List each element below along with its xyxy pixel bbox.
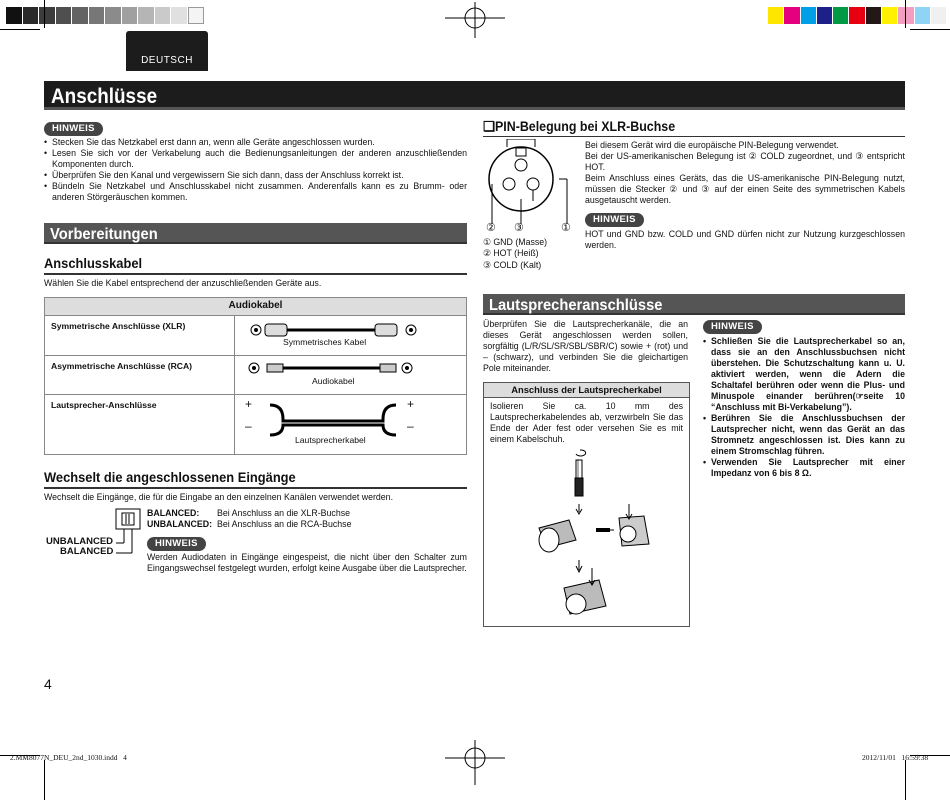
speaker-cable-cell [235, 395, 467, 455]
subsection-wechselt-title: Wechselt die angeschlossenen Eingänge [44, 469, 296, 485]
cable-caption: Symmetrisches Kabel [283, 337, 367, 347]
registration-mark-bottom [445, 740, 505, 785]
pin-legend-item: ② HOT (Heiß) [483, 248, 539, 259]
balanced-value: Bei Anschluss an die XLR-Buchse [217, 508, 351, 518]
intro-note [44, 122, 103, 136]
pin-number: ② [486, 222, 496, 234]
crop-mark [905, 760, 906, 800]
wechselt-text: Wechselt die Eingänge, die für die Eingabe an den einzelnen Kanälen verwendet werden. [44, 492, 394, 502]
cable-row-label: Symmetrische Anschlüsse (XLR) [45, 316, 235, 356]
lautsprecher-notes [703, 336, 905, 479]
color-swatch [817, 7, 833, 24]
color-swatch [898, 7, 914, 24]
unbalanced-key: UNBALANCED: [147, 519, 212, 529]
pin-number: ③ [514, 222, 524, 234]
rca-cable-cell [235, 355, 467, 395]
footer-filename: 2.MM8077N_DEU_2nd_1030.indd 4 [10, 753, 127, 762]
unbalanced-definition [147, 519, 351, 530]
list-item: • Lesen Sie sich vor der Verkabelung auch die Bedienungsanleitungen der anderen anzuschließenden Komponenten durch. [44, 148, 467, 170]
lautsprecher-text: Überprüfen Sie die Lautsprecherkanäle, die an dieses Gerät angeschlossen werden sollen, sorgfältig (L/R/SL/SR/SBL/SBR/C) sowie + (rot) und – (schwarz), und verbinden Sie die gleichartigen Pole miteinander. [483, 319, 688, 373]
cable-table-header: Audiokabel [45, 298, 467, 316]
balanced-key: BALANCED: [147, 508, 200, 518]
pin-section-title [483, 119, 691, 136]
pin-hinweis [585, 213, 644, 227]
color-swatch [768, 7, 784, 24]
color-swatch [866, 7, 882, 24]
gray-calibration-bar [6, 7, 204, 24]
gray-swatch [155, 7, 172, 24]
xlr-pin-diagram [483, 139, 583, 234]
cable-caption: Lautsprecherkabel [295, 435, 366, 446]
list-item: • Bündeln Sie Netzkabel und Anschlusskabel nicht zusammen. Anderenfalls kann es zu Brumm- oder anderen Störgeräuschen kommen. [44, 181, 467, 203]
crop-mark [0, 29, 40, 30]
gray-swatch [138, 7, 155, 24]
section-lautsprecher [483, 294, 905, 315]
plus-sign: + [245, 397, 253, 412]
divider [44, 273, 467, 275]
switch-label-unbalanced: UNBALANCED [46, 536, 114, 547]
color-swatch [833, 7, 849, 24]
pin-legend-item: ① GND (Masse) [483, 237, 548, 247]
cable-table [44, 297, 467, 455]
speaker-terminal-illustration [524, 448, 654, 623]
hinweis-badge: HINWEIS [44, 122, 103, 136]
pin-text: Bei diesem Gerät wird die europäische PIN-Belegung verwendet. Bei der US-amerikanischen Belegung ist ② COLD zugeordnet, und ③ entspricht HOT. Beim Anschluss eines Geräts, das die US-amerikanische PIN-Belegung nutzt, müssen die Stecker ② und ③ auf der einen Seite des symmetrischen Kabels ausgetauscht werden. [585, 140, 905, 205]
gray-swatch [23, 7, 40, 24]
section-title: Lautsprecheranschlüsse [489, 297, 663, 314]
registration-mark-top [445, 2, 505, 38]
hinweis-badge: HINWEIS [585, 213, 644, 227]
subsection-anschlusskabel-title: Anschlusskabel [44, 255, 143, 271]
gray-swatch [89, 7, 106, 24]
list-item: • Schließen Sie die Lautsprecherkabel so an, dass sie an den Anschlussbuchsen nicht überstehen. Die Schutzschaltung kann u. U. aktiviert werden, wenn die Adern die Schaltafel berühren oder wenn die Plus- und Minuspole einander berühren(☞seite 10 “Anschluss mit Bi-Verkabelung”). [703, 336, 905, 413]
unbalanced-value: Bei Anschluss an die RCA-Buchse [217, 519, 352, 529]
list-item: • Verwenden Sie Lautsprecher mit einer Impedanz von 6 bis 8 Ω. [703, 457, 905, 479]
switch-label-balanced: BALANCED [60, 546, 114, 557]
speaker-wire-box [483, 382, 690, 627]
gray-swatch [39, 7, 56, 24]
hinweis-badge: HINWEIS [703, 320, 762, 334]
cable-row-label: Asymmetrische Anschlüsse (RCA) [45, 355, 235, 395]
footer-timestamp: 2012/11/01 16:59:38 [862, 753, 929, 762]
plus-sign: + [407, 397, 415, 412]
list-item: • Überprüfen Sie den Kanal und vergewissern Sie sich dann, dass der Anschluss korrekt ist. [44, 170, 467, 181]
gray-swatch [105, 7, 122, 24]
anschlusskabel-text: Wählen Sie die Kabel entsprechend der anzuschließenden Geräte aus. [44, 278, 322, 288]
gray-swatch [6, 7, 23, 24]
gray-swatch [188, 7, 205, 24]
list-item: • Stecken Sie das Netzkabel erst dann an, wenn alle Geräte angeschlossen wurden. [44, 137, 467, 148]
color-swatch [784, 7, 800, 24]
pin-number: ① [561, 222, 571, 234]
color-calibration-bar [768, 7, 947, 24]
color-swatch [801, 7, 817, 24]
list-item: • Berühren Sie die Anschlussbuchsen der Lautsprecher nicht, wenn das Gerät an das Stromnetz angeschlossen ist. Dies kann zu einem Stromschlag führen. [703, 413, 905, 457]
pin-note: HOT und GND bzw. COLD und GND dürfen nicht zur Nutzung kurzgeschlossen werden. [585, 229, 905, 250]
speaker-wire-box-text: Isolieren Sie ca. 10 mm des Lautsprecherkabelendes ab, verzwirbeln Sie das Ende der Ader fest oder versehen Sie es mit einem Kabelschuh. [490, 401, 683, 444]
cable-row-label: Lautsprecher-Anschlüsse [45, 395, 235, 455]
section-title: Vorbereitungen [50, 226, 158, 243]
color-swatch [931, 7, 947, 24]
gray-swatch [171, 7, 188, 24]
page-title [44, 81, 905, 110]
lautsprecher-hinweis [703, 320, 762, 334]
hinweis-badge: HINWEIS [147, 537, 206, 551]
color-swatch [882, 7, 898, 24]
crop-mark [910, 29, 950, 30]
page-number: 4 [44, 676, 52, 692]
page-title-text: Anschlüsse [51, 85, 158, 108]
cable-caption: Audiokabel [312, 375, 355, 386]
language-tab: DEUTSCH [126, 31, 208, 71]
crop-mark [44, 0, 45, 28]
gray-swatch [72, 7, 89, 24]
minus-sign: – [245, 419, 252, 434]
divider [44, 487, 467, 489]
gray-swatch [122, 7, 139, 24]
pin-legend [483, 237, 547, 271]
wechselt-note: Werden Audiodaten in Eingänge eingespeist, die nicht über den Schalter zum Eingangswechsel festgelegt wurden, erfolgt keine Ausgabe über die Lautsprecher. [147, 552, 467, 573]
xlr-cable-cell [235, 316, 467, 356]
divider [483, 136, 905, 137]
color-swatch [915, 7, 931, 24]
gray-swatch [56, 7, 73, 24]
pin-legend-item: ③ COLD (Kalt) [483, 259, 542, 270]
balanced-definition [147, 508, 350, 519]
wechselt-hinweis [147, 537, 206, 551]
crop-mark [905, 0, 906, 28]
section-vorbereitungen [44, 223, 467, 244]
color-swatch [849, 7, 865, 24]
crop-mark [44, 760, 45, 800]
intro-notes-list [44, 137, 467, 203]
speaker-wire-box-title: Anschluss der Lautsprecherkabel [484, 383, 689, 398]
checkbox-icon: ❏ [483, 119, 496, 134]
pin-title-text: PIN-Belegung bei XLR-Buchse [495, 119, 676, 134]
minus-sign: – [407, 419, 414, 434]
